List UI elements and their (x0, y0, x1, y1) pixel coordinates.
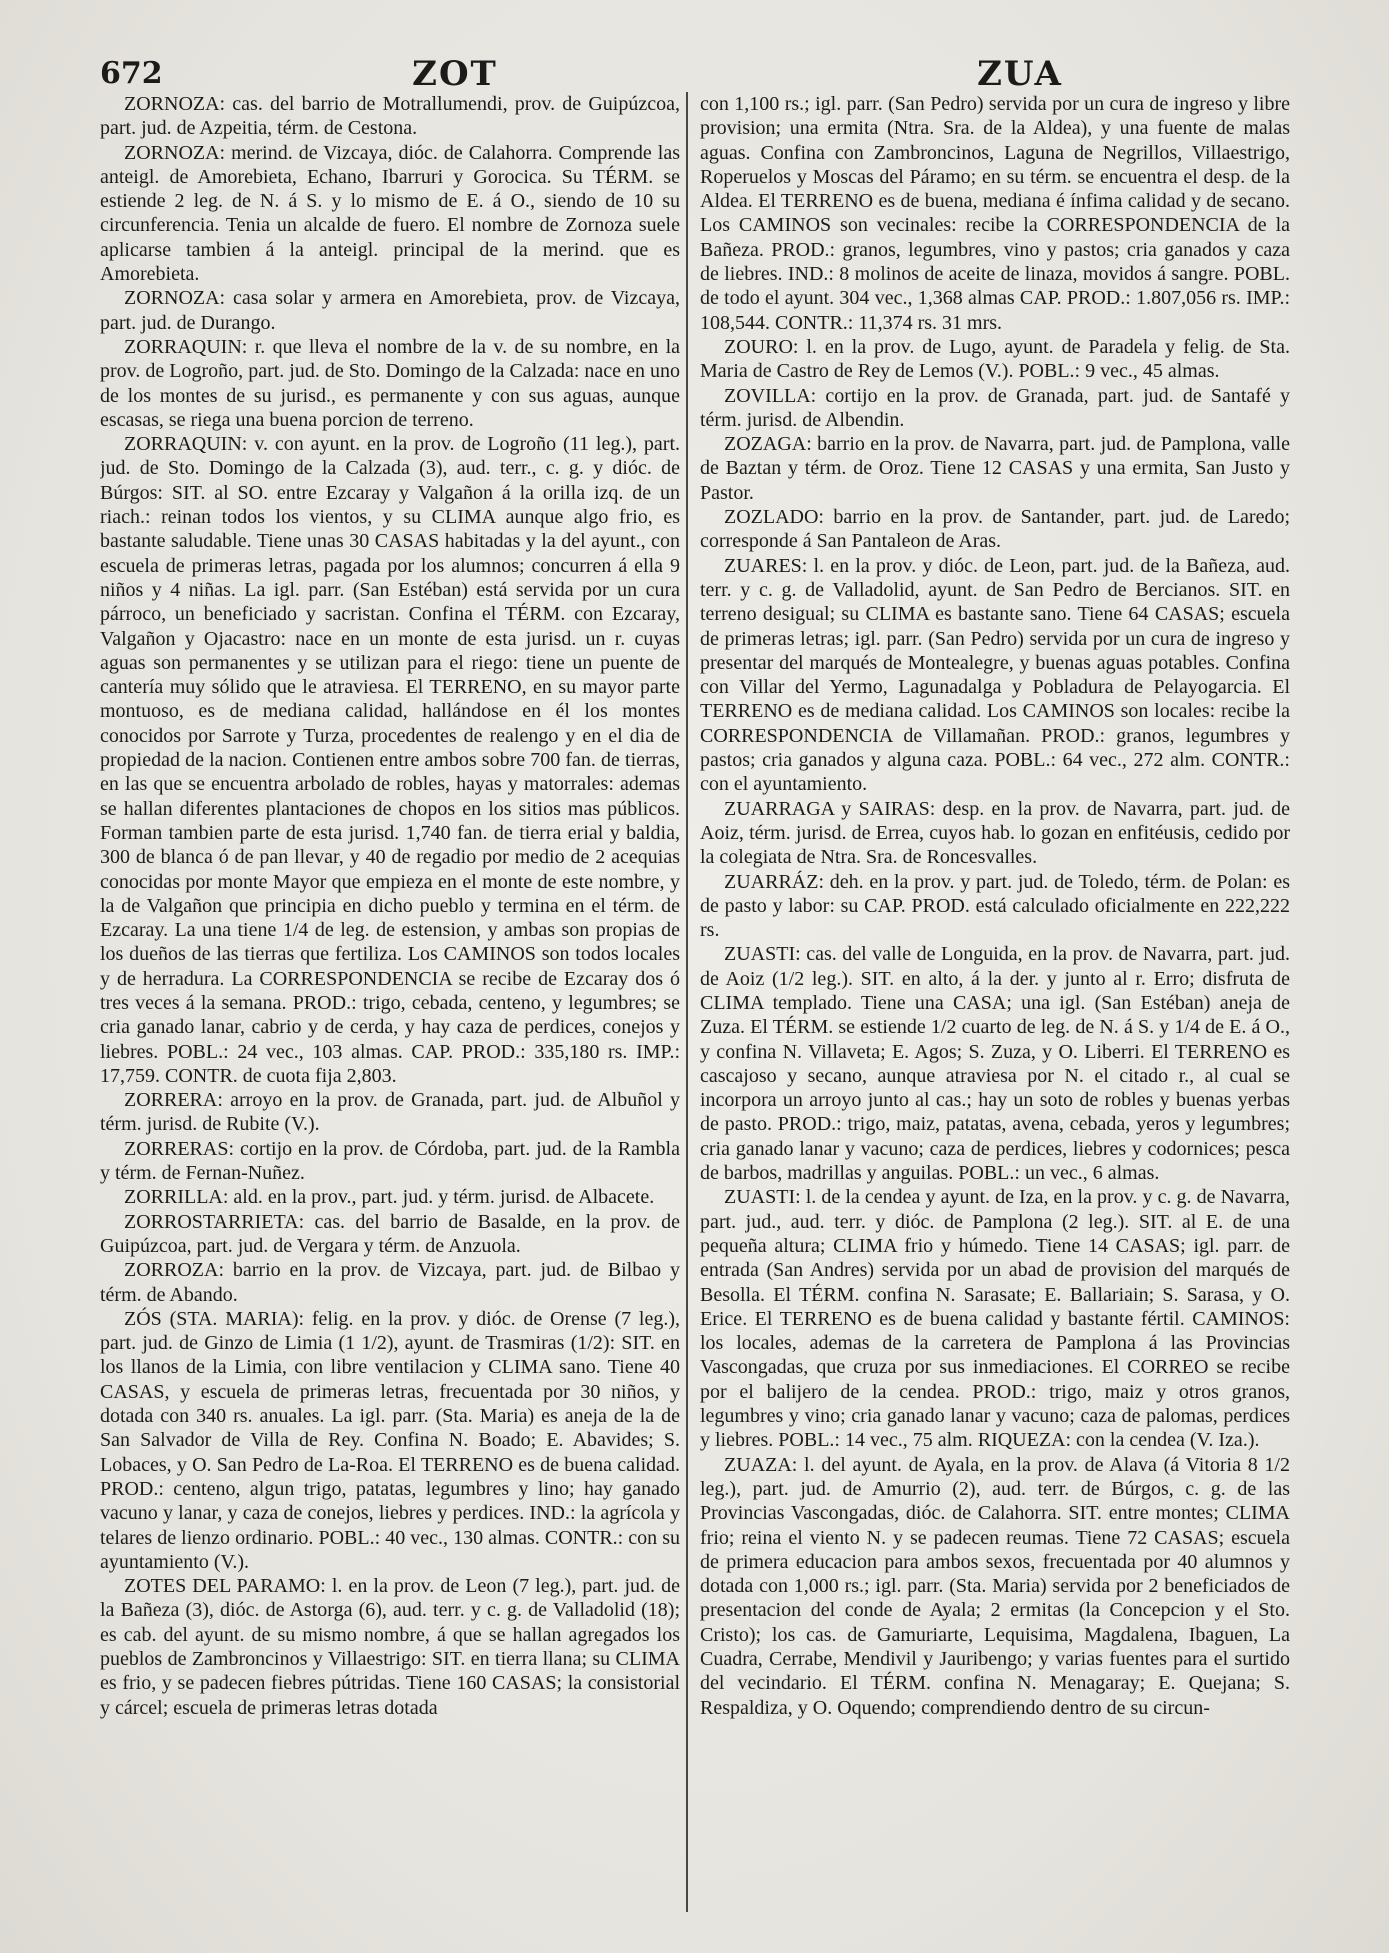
page-number: 672 (100, 56, 163, 91)
entry-continuation: con 1,100 rs.; igl. parr. (San Pedro) servida por un cura de ingreso y libre provision; una ermita (Ntra. Sra. de la Aldea), y una fuente de malas aguas. Confina con Zambroncinos, Laguna de Negrillos, Villaestrigo, Roperuelos y Moscas del Páramo; en su térm. se encuentra el desp. de la Aldea. El TERRENO es de buena, mediana é ínfima calidad y de secano. Los CAMINOS son vecinales: recibe la CORRESPONDENCIA de la Bañeza. PROD.: granos, legumbres, vino y pastos; cria ganados y caza de liebres. IND.: 8 molinos de aceite de linaza, movidos á sangre. POBL. de todo el ayunt. 304 vec., 1,368 almas CAP. PROD.: 1.807,056 rs. IMP.: 108,544. CONTR.: 11,374 rs. 31 mrs. (700, 93, 1290, 334)
entry-zuasti-cas: ZUASTI: cas. del valle de Longuida, en la prov. de Navarra, part. jud. de Aoiz (1/2 leg.). SIT. en alto, á la der. y junto al r. Erro; disfruta de CLIMA templado. Tiene una CASA; una igl. (San Estéban) aneja de Zuza. El TÉRM. se estiende 1/2 cuarto de leg. de N. á S. y 1/4 de E. á O., y confina N. Villaveta; E. Agos; S. Zuza, y O. Liberri. El TERRENO es cascajoso y secano, aunque atraviesa por N. el citado r., al cual se incorpora un arroyo junto al cas.; hay un soto de robles y buenas yerbas de pasto. PROD.: trigo, maiz, patatas, avena, cebada, yeros y legumbres; cria ganado lanar y vacuno; caza de perdices, liebres y codornices; pesca de barbos, madrillas y anguilas. POBL.: un vec., 6 almas. (700, 943, 1290, 1185)
entry-zos: ZÓS (STA. MARIA): felig. en la prov. y dióc. de Orense (7 leg.), part. jud. de Ginzo de Limia (1 1/2), ayunt. de Trasmiras (1/2): SIT. en los llanos de la Limia, con libre ventilacion y CLIMA sano. Tiene 40 CASAS, y escuela de primeras letras, frecuentada por 30 niños, y dotada con 340 rs. anuales. La igl. parr. (Sta. Maria) es aneja de la de San Salvador de Villa de Rey. Confina N. Boado; E. Abavides; S. Lobaces, y O. San Pedro de La-Roa. El TERRENO es de buena calidad. PROD.: centeno, algun trigo, patatas, legumbres y lino; hay ganado vacuno y lanar, y caza de conejos, liebres y perdices. IND.: la agrícola y telares de lienzo ordinario. POBL.: 40 vec., 130 almas. CONTR.: con su ayuntamiento (V.). (100, 1307, 680, 1573)
entry-zorrilla: ZORRILLA: ald. en la prov., part. jud. y térm. jurisd. de Albacete. (124, 1186, 655, 1209)
left-running-head: ZOT (412, 54, 498, 94)
entry-zotes-del-paramo: ZOTES DEL PARAMO: l. en la prov. de Leon (7 leg.), part. jud. de la Bañeza (3), dióc. de Astorga (6), aud. terr. y c. g. de Valladolid (18); es cab. del ayunt. de su mismo nombre, á que se hallan agregados los pueblos de Zambroncinos y Villaestrigo: SIT. en tierra llana; su CLIMA es frio, y se padecen fiebres pútridas. Tiene 160 CASAS; la consistorial y cárcel; escuela de primeras letras dotada (100, 1575, 680, 1719)
entry-zorreras: ZORRERAS: cortijo en la prov. de Córdoba, part. jud. de la Rambla y térm. de Fernan-Nuñez. (100, 1137, 680, 1185)
entry-zuasti-lugar: ZUASTI: l. de la cendea y ayunt. de Iza, en la prov. y c. g. de Navarra, part. jud., aud. terr. y dióc. de Pamplona (2 leg.). SIT. al E. de una pequeña altura; CLIMA frio y húmedo. Tiene 14 CASAS; igl. parr. de entrada (San Andres) servida por un abad de provision del marqués de Besolla. El TÉRM. confina N. Sarasate; E. Ballariain; S. Sarasa, y O. Erice. El TERRENO es de buena calidad y bastante fértil. CAMINOS: los locales, ademas de la carretera de Pamplona á las Provincias Vascongadas, que cruza por sus inmediaciones. El CORREO se recibe por el balijero de la cendea. PROD.: trigo, maiz y otros granos, legumbres y vino; cria ganado lanar y vacuno; caza de palomas, perdices y liebres. POBL.: 14 vec., 75 alm. RIQUEZA: con la cendea (V. Iza.). (700, 1186, 1290, 1452)
entry-zorroza: ZORROZA: barrio en la prov. de Vizcaya, part. jud. de Bilbao y térm. de Abando. (100, 1259, 680, 1306)
entry-zorraquin-rio: ZORRAQUIN: r. que lleva el nombre de la v. de su nombre, en la prov. de Logroño, part. jud. de Sto. Domingo de la Calzada: nace en uno de los montes de su jurisd., es permanente y con sus aguas, aunque escasas, se riega una buena porcion de terreno. (100, 335, 680, 431)
entry-zovilla: ZOVILLA: cortijo en la prov. de Granada, part. jud. de Santafé y térm. jurisd. de Albendin. (700, 384, 1290, 431)
entry-zozaga: ZOZAGA: barrio en la prov. de Navarra, part. jud. de Pamplona, valle de Baztan y térm. de Oroz. Tiene 12 CASAS y una ermita, San Justo y Pastor. (700, 433, 1290, 504)
entry-zorrostarrieta: ZORROSTARRIETA: cas. del barrio de Basalde, en la prov. de Guipúzcoa, part. jud. de Vergara y térm. de Anzuola. (100, 1210, 680, 1257)
entry-zuarraz: ZUARRÁZ: deh. en la prov. y part. jud. de Toledo, térm. de Polan: es de pasto y labor: su CAP. PROD. está calculado oficialmente en 222,222 rs. (700, 870, 1290, 942)
entry-zornoza-casa-solar: ZORNOZA: casa solar y armera en Amorebieta, prov. de Vizcaya, part. jud. de Durango. (100, 287, 680, 334)
left-column (100, 92, 680, 1932)
entry-zuarraga-y-sairas: ZUARRAGA y SAIRAS: desp. en la prov. de Navarra, part. jud. de Aoiz, térm. jurisd. de Errea, cuyos hab. lo gozan en enfitéusis, cedido por la colegiata de Ntra. Sra. de Roncesvalles. (700, 797, 1290, 869)
entry-zorrera: ZORRERA: arroyo en la prov. de Granada, part. jud. de Albuñol y térm. jurisd. de Rubite (V.). (100, 1089, 680, 1136)
entry-zuaza: ZUAZA: l. del ayunt. de Ayala, en la prov. de Alava (á Vitoria 8 1/2 leg.), part. jud. de Amurrio (2), aud. terr. de Búrgos, c. g. de las Provincias Vascongadas, dióc. de Calahorra. SIT. entre montes; CLIMA frio; reina el viento N. y se padecen reumas. Tiene 72 CASAS; escuela de primera educacion para ambos sexos, frecuentada por 40 alumnos y dotada con 1,000 rs.; igl. parr. (Sta. Maria) servida por 2 beneficiados de presentacion del conde de Ayala; 2 ermitas (la Concepcion y el Sto. Cristo); los cas. de Gamuriarte, Lequisima, Magdalena, Ibaguen, La Cuadra, Cerrabe, Mendivil y Jauribengo; y varias fuentes para el surtido del vecindario. El TÉRM. confina N. Menagaray; E. Quejana; S. Respaldiza, y O. Oquendo; comprendiendo dentro de su circun- (700, 1453, 1290, 1719)
entry-zornoza-cas: ZORNOZA: cas. del barrio de Motrallumendi, prov. de Guipúzcoa, part. jud. de Azpeitia, térm. de Cestona. (100, 93, 680, 140)
column-rule (686, 92, 688, 1912)
entry-zozlado: ZOZLADO: barrio en la prov. de Santander, part. jud. de Laredo; corresponde á San Pantaleon de Aras. (700, 506, 1290, 553)
entry-zouro: ZOURO: l. en la prov. de Lugo, ayunt. de Paradela y felig. de Sta. Maria de Castro de Rey de Lemos (V.). POBL.: 9 vec., 45 almas. (700, 335, 1290, 383)
right-running-head: ZUA (977, 54, 1063, 94)
entry-zorraquin-villa: ZORRAQUIN: v. con ayunt. en la prov. de Logroño (11 leg.), part. jud. de Sto. Domingo de la Calzada (3), aud. terr., c. g. y dióc. de Búrgos: SIT. al SO. entre Ezcaray y Valgañon á la orilla izq. de un riach.: reinan todos los vientos, y su CLIMA aunque algo frio, es bastante saludable. Tiene unas 30 CASAS habitadas y la del ayunt., con escuela de primeras letras, pagada por los alumnos; concurren á ella 9 niños y 4 niñas. La igl. parr. (San Estéban) está servida por un cura párroco, un beneficiado y sacristan. Confina el TÉRM. con Ezcaray, Valgañon y Ojacastro: nace en un monte de esta jurisd. un r. cuyas aguas son permanentes y se utilizan para el riego: tiene un puente de cantería muy sólido que le atraviesa. El TERRENO, en su mayor parte montuoso, es de mediana calidad, hallándose en él los montes conocidos por Sarrote y Turza, procedentes de realengo y en el dia de propiedad de la nacion. Contienen entre ambos sobre 700 fan. de tierras, en las que se encuentra arbolado de robles, hayas y matorrales: ademas se hallan diferentes plantaciones de chopos en los sitios mas públicos. Forman tambien parte de esta jurisd. 1,740 fan. de tierra erial y baldia, 300 de blanca ó de pan llevar, y 40 de regadio por medio de 2 acequias conocidas por monte Mayor que empieza en el monte de este nombre, y la de Valgañon que principia en dicho pueblo y termina en el térm. de Ezcaray. La una tiene 1/4 de leg. de estension, y ambas son propias de los dueños de las tierras que fertiliza. Los CAMINOS son todos locales y de herradura. La CORRESPONDENCIA se recibe de Ezcaray dos ó tres veces á la semana. PROD.: trigo, cebada, centeno, y legumbres; se cria ganado lanar, cabrio y de cerda, y hay caza de perdices, conejos y liebres. POBL.: 24 vec., 103 almas. CAP. PROD.: 335,180 rs. IMP.: 17,759. CONTR. de cuota fija 2,803. (100, 433, 680, 1087)
page-header (100, 48, 1309, 92)
entry-zuares: ZUARES: l. en la prov. y dióc. de Leon, part. jud. de la Bañeza, aud. terr. y c. g. de Valladolid, ayunt. de San Pedro de Bercianos. SIT. en terreno desigual; su CLIMA es bastante sano. Tiene 64 CASAS; escuela de primeras letras; igl. parr. (San Pedro) servida por un cura de ingreso y presentar del marqués de Montealegre, y buenas aguas potables. Confina con Villar del Yermo, Lagunadalga y Pobladura de Pelayogarcia. El TERRENO es de mediana calidad. Los CAMINOS son locales: recibe la CORRESPONDENCIA de Villamañan. PROD.: granos, legumbres y pastos; cria ganados y alguna caza. POBL.: 64 vec., 272 alm. CONTR.: con el ayuntamiento. (700, 554, 1290, 796)
right-column (700, 92, 1290, 1932)
entry-zornoza-merind: ZORNOZA: merind. de Vizcaya, dióc. de Calahorra. Comprende las anteigl. de Amorebieta, Echano, Ibarruri y Gorocica. Su TÉRM. se estiende 2 leg. de N. á S. y lo mismo de E. á O., siendo de 10 su circunferencia. Tenia un alcalde de fuero. El nombre de Zornoza suele aplicarse tambien á la anteigl. principal de la merind. que es Amorebieta. (100, 141, 680, 286)
